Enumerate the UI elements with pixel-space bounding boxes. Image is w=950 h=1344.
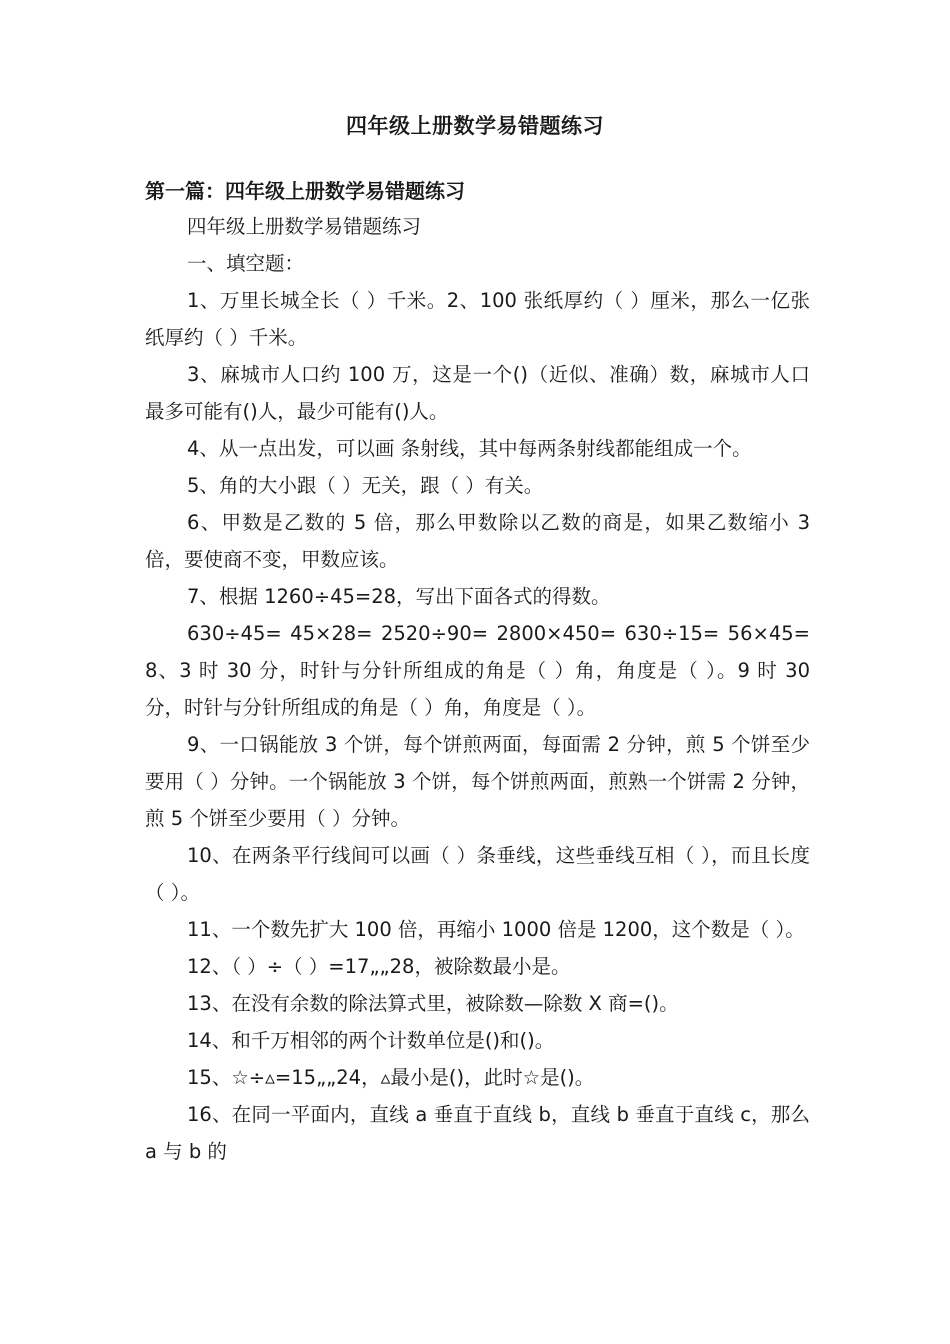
document-title: 四年级上册数学易错题练习: [346, 114, 604, 138]
question-12: 12、（ ）÷（ ）=17„„28，被除数最小是。: [187, 955, 571, 978]
question-5: 5、角的大小跟（ ）无关，跟（ ）有关。: [187, 474, 544, 497]
section-heading: 第一篇：四年级上册数学易错题练习: [145, 179, 465, 203]
subtitle-line: 四年级上册数学易错题练习: [187, 215, 422, 238]
question-14: 14、和千万相邻的两个计数单位是()和()。: [187, 1029, 555, 1052]
question-6: 6、甲数是乙数的 5 倍，那么甲数除以乙数的商是，如果乙数缩小 3 倍，要使商不变，甲数应该。: [145, 511, 810, 571]
question-4: 4、从一点出发，可以画 条射线，其中每两条射线都能组成一个。: [187, 437, 752, 460]
document-body: [145, 208, 810, 1170]
question-9: 9、一口锅能放 3 个饼，每个饼煎两面，每面需 2 分钟，煎 5 个饼至少要用（ ）分钟。一个锅能放 3 个饼，每个饼煎两面，煎熟一个饼需 2 分钟，煎 5 个饼至少要用（ ）分钟。: [145, 733, 810, 830]
question-10: 10、在两条平行线间可以画（ ）条垂线，这些垂线互相（ ），而且长度（ ）。: [145, 844, 810, 904]
part-heading-fill-in: 一、填空题：: [187, 252, 305, 275]
question-13: 13、在没有余数的除法算式里，被除数—除数 X 商=()。: [187, 992, 679, 1015]
question-3: 3、麻城市人口约 100 万，这是一个()（近似、准确）数，麻城市人口最多可能有()人，最少可能有()人。: [145, 363, 810, 423]
question-16: 16、在同一平面内，直线 a 垂直于直线 b，直线 b 垂直于直线 c，那么 a 与 b 的: [145, 1103, 810, 1163]
question-7-equations-and-8: 630÷45= 45×28= 2520÷90= 2800×450= 630÷15= 56×45= 8、3 时 30 分，时针与分针所组成的角是（ ）角，角度是（ ）。9 时 30 分，时针与分针所组成的角是（ ）角，角度是（ ）。: [145, 622, 810, 719]
question-1-2: 1、万里长城全长（ ）千米。2、100 张纸厚约（ ）厘米，那么一亿张纸厚约（ ）千米。: [145, 289, 810, 349]
question-11: 11、一个数先扩大 100 倍，再缩小 1000 倍是 1200，这个数是（ ）。: [187, 918, 805, 941]
question-15: 15、☆÷▵=15„„24，▵最小是()，此时☆是()。: [187, 1066, 595, 1089]
question-7: 7、根据 1260÷45=28，写出下面各式的得数。: [187, 585, 611, 608]
